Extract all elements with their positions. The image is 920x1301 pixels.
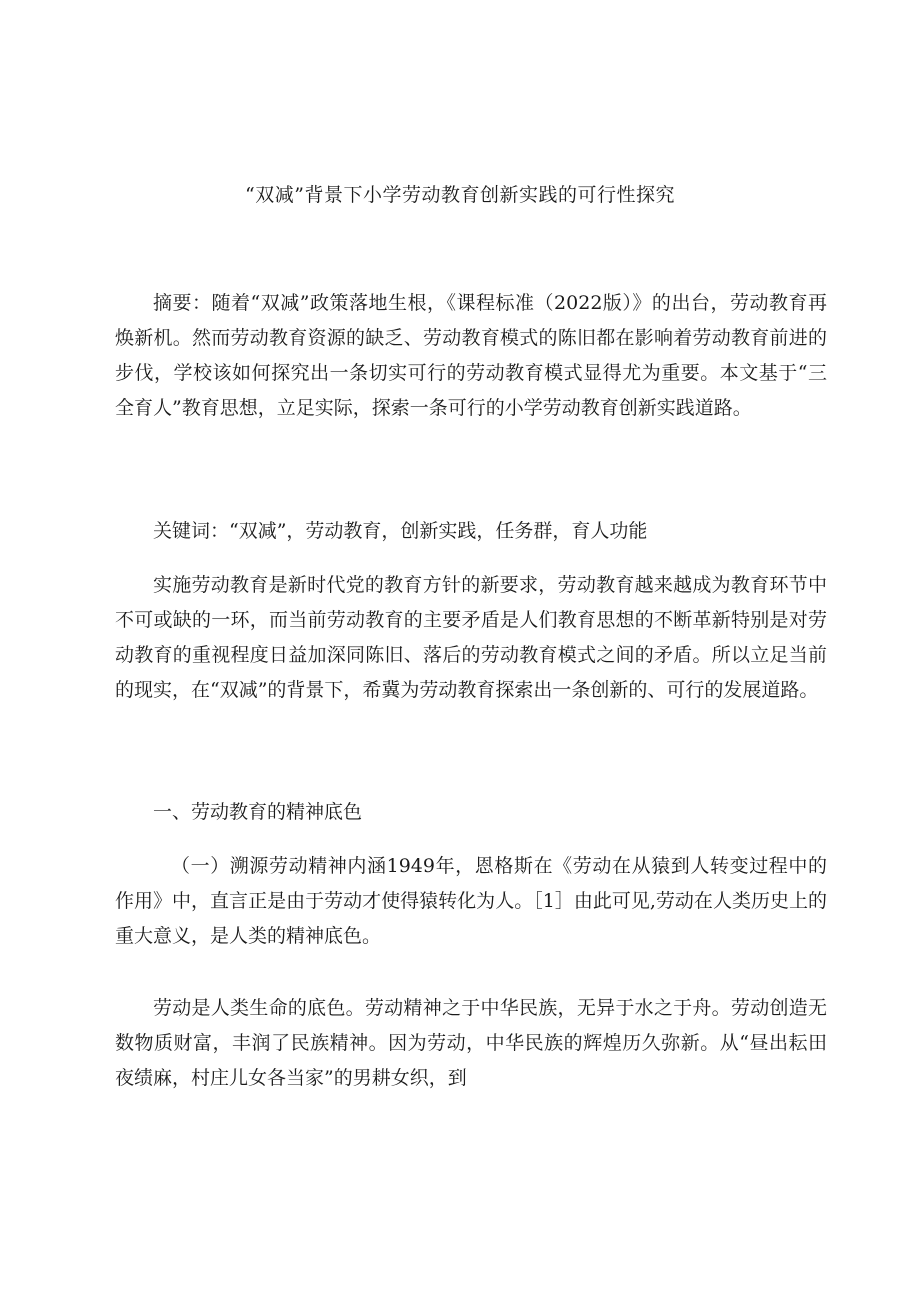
intro-paragraph: 实施劳动教育是新时代党的教育方针的新要求，劳动教育越来越成为教育环节中不可或缺的一环，而当前劳动教育的主要矛盾是人们教育思想的不断革新特别是对劳动教育的重视程度日益加深同陈旧、落后的劳动教育模式之间的矛盾。所以立足当前的现实，在“双减”的背景下，希冀为劳动教育探索出一条创新的、可行的发展道路。 [115,574,827,701]
keywords-paragraph: 关键词：“双减”，劳动教育，创新实践，任务群，育人功能 [153,520,648,542]
subsection-paragraph: （一）溯源劳动精神内涵1949年，恩格斯在《劳动在从猿到人转变过程中的作用》中，直言正是由于劳动才使得猿转化为人。［1］由此可见,劳动在人类历史上的重大意义，是人类的精神底色。 [115,855,827,947]
document-title: “双减”背景下小学劳动教育创新实践的可行性探究 [245,184,675,206]
abstract-paragraph: 摘要：随着“双减”政策落地生根，《课程标准（2022版）》的出台，劳动教育再焕新机。然而劳动教育资源的缺乏、劳动教育模式的陈旧都在影响着劳动教育前进的步伐，学校该如何探究出一条切实可行的劳动教育模式显得尤为重要。本文基于“三全育人”教育思想，立足实际，探索一条可行的小学劳动教育创新实践道路。 [115,292,827,419]
section-heading: 一、劳动教育的精神底色 [153,801,363,823]
labor-paragraph: 劳动是人类生命的底色。劳动精神之于中华民族，无异于水之于舟。劳动创造无数物质财富，丰润了民族精神。因为劳动，中华民族的辉煌历久弥新。从“昼出耘田夜绩麻，村庄儿女各当家”的男耕女织，到 [115,997,827,1089]
